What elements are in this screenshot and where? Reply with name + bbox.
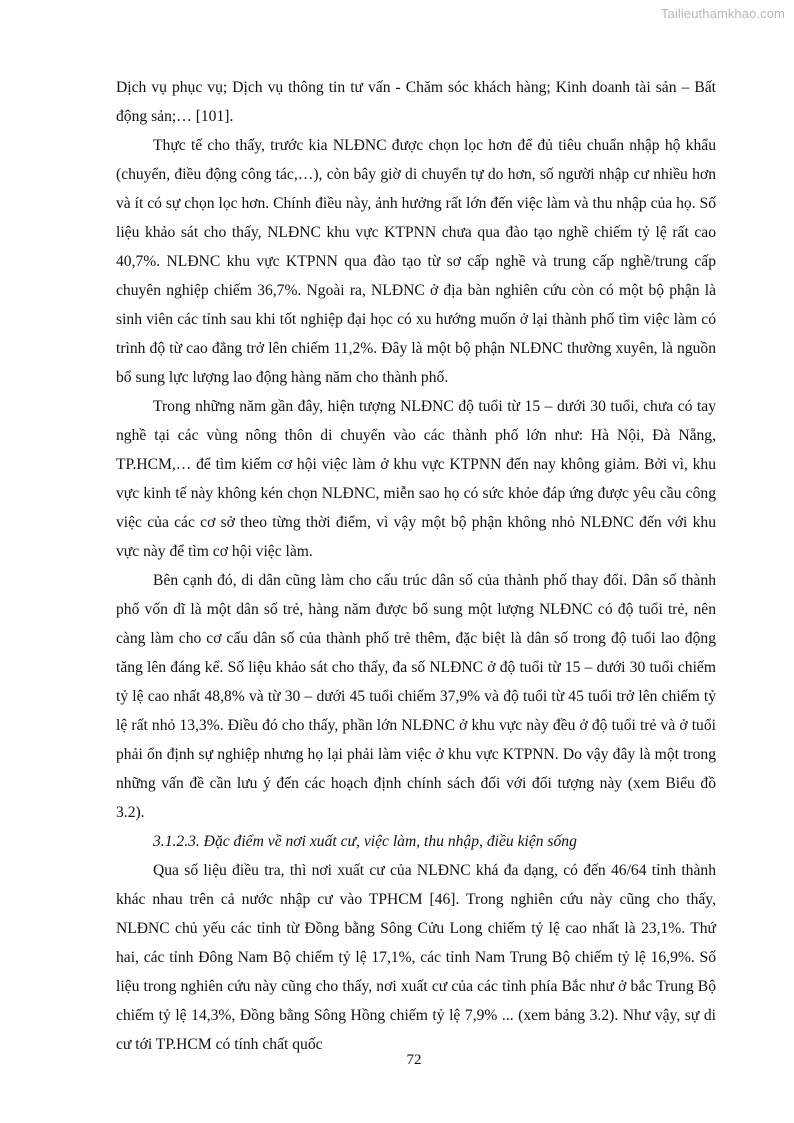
- paragraph-origin-provinces: Qua số liệu điều tra, thì nơi xuất cư của NLĐNC khá đa dạng, có đến 46/64 tỉnh thành khác nhau trên cả nước nhập cư vào TPHCM [46]. Trong nghiên cứu này cũng cho thấy, NLĐNC chủ yếu các tỉnh từ Đồng bằng Sông Cửu Long chiếm tỷ lệ cao nhất là 23,1%. Thứ hai, các tỉnh Đông Nam Bộ chiếm tỷ lệ 17,1%, các tỉnh Nam Trung Bộ chiếm tỷ lệ 16,9%. Số liệu trong nghiên cứu này cũng cho thấy, nơi xuất cư của các tỉnh phía Bắc như ở bắc Trung Bộ chiếm tỷ lệ 14,3%, Đồng bằng Sông Hồng chiếm tỷ lệ 7,9% ... (xem bảng 3.2). Như vậy, sự di cư tới TP.HCM có tính chất quốc: [116, 862, 716, 1053]
- paragraph-population-structure: Bên cạnh đó, di dân cũng làm cho cấu trúc dân số của thành phố thay đổi. Dân số thành phố vốn dĩ là một dân số trẻ, hàng năm được bổ sung một lượng NLĐNC có độ tuổi trẻ, nên càng làm cho cơ cấu dân số của thành phố trẻ thêm, đặc biệt là dân số trong độ tuổi lao động tăng lên đáng kể. Số liệu khảo sát cho thấy, đa số NLĐNC ở độ tuổi từ 15 – dưới 30 tuổi chiếm tỷ lệ cao nhất 48,8% và từ 30 – dưới 45 tuổi chiếm 37,9% và độ tuổi từ 45 tuổi trở lên chiếm tỷ lệ rất nhỏ 13,3%. Điều đó cho thấy, phần lớn NLĐNC ở khu vực này đều ở độ tuổi trẻ và ở tuổi phải ổn định sự nghiệp nhưng họ lại phải làm việc ở khu vực KTPNN. Do vậy đây là một trong những vấn đề cần lưu ý đến các hoạch định chính sách đối với đối tượng này (xem Biểu đồ 3.2).: [116, 572, 716, 821]
- document-body: [116, 73, 716, 1059]
- section-heading: 3.1.2.3. Đặc điểm về nơi xuất cư, việc làm, thu nhập, điều kiện sống: [153, 833, 577, 850]
- watermark-text: Tailieuthamkhao.com: [660, 6, 785, 21]
- paragraph-continuation: Dịch vụ phục vụ; Dịch vụ thông tin tư vấn - Chăm sóc khách hàng; Kinh doanh tài sản – Bất động sản;… [101].: [116, 79, 716, 125]
- paragraph-training: Thực tế cho thấy, trước kia NLĐNC được chọn lọc hơn để đủ tiêu chuẩn nhập hộ khẩu (chuyển, điều động công tác,…), còn bây giờ di chuyển tự do hơn, số người nhập cư nhiều hơn và ít có sự chọn lọc hơn. Chính điều này, ảnh hưởng rất lớn đến việc làm và thu nhập của họ. Số liệu khảo sát cho thấy, NLĐNC khu vực KTPNN chưa qua đào tạo nghề chiếm tỷ lệ rất cao 40,7%. NLĐNC khu vực KTPNN qua đào tạo từ sơ cấp nghề và trung cấp nghề/trung cấp chuyên nghiệp chiếm 36,7%. Ngoài ra, NLĐNC ở địa bàn nghiên cứu còn có một bộ phận là sinh viên các tỉnh sau khi tốt nghiệp đại học có xu hướng muốn ở lại thành phố tìm việc làm có trình độ từ cao đẳng trở lên chiếm 11,2%. Đây là một bộ phận NLĐNC thường xuyên, là nguồn bổ sung lực lượng lao động hàng năm cho thành phố.: [116, 137, 716, 386]
- page-number: 72: [406, 1052, 422, 1068]
- paragraph-young-migrants: Trong những năm gần đây, hiện tượng NLĐNC độ tuổi từ 15 – dưới 30 tuổi, chưa có tay nghề tại các vùng nông thôn di chuyển vào các thành phố lớn như: Hà Nội, Đà Nẵng, TP.HCM,… để tìm kiếm cơ hội việc làm ở khu vực KTPNN đến nay không giảm. Bởi vì, khu vực kinh tế này không kén chọn NLĐNC, miễn sao họ có sức khỏe đáp ứng được yêu cầu công việc của các cơ sở theo từng thời điểm, vì vậy một bộ phận không nhỏ NLĐNC đến với khu vực này để tìm cơ hội việc làm.: [116, 398, 716, 560]
